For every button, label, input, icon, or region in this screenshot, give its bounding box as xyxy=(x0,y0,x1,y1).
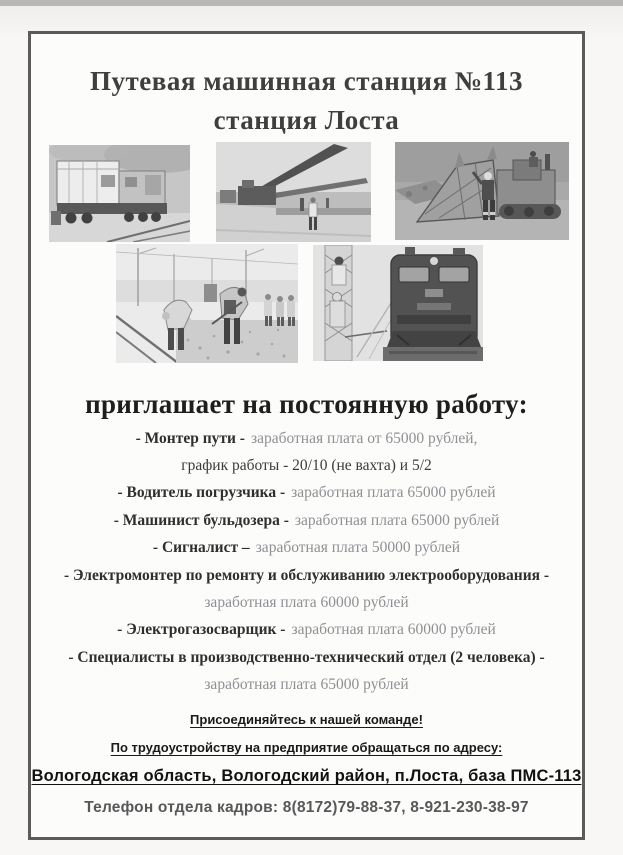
title-line-2: станция Лоста xyxy=(213,105,400,135)
vacancy-salary: заработная плата 60000 рублей xyxy=(291,621,496,639)
photo-track-laying-crane xyxy=(216,142,371,242)
phone-line: Телефон отдела кадров: 8(8172)79-88-37, 8-921-230-38-97 xyxy=(84,799,529,816)
vacancy-salary: заработная плата от 65000 рублей, xyxy=(250,429,478,447)
vacancy-list xyxy=(31,425,582,699)
title-line-1: Путевая машинная станция №113 xyxy=(90,66,523,96)
vacancy-title: - Водитель погрузчика - xyxy=(117,484,286,502)
vacancy-elektrogazosvarshchik xyxy=(31,617,582,644)
vacancy-salary: заработная плата 65000 рублей xyxy=(294,511,500,529)
page-title xyxy=(31,62,582,140)
vacancy-title: - Сигналист – xyxy=(152,539,250,557)
footer-contact-block xyxy=(31,712,582,817)
vacancy-title: - Машинист бульдозера - xyxy=(113,511,289,529)
vacancy-mashinist-buldozera xyxy=(31,507,582,534)
photo-locomotive-inspection xyxy=(313,245,483,361)
vacancy-title: - Электрогазосварщик - xyxy=(117,621,286,639)
headline-invitation: приглашает на постоянную работу: xyxy=(85,389,528,419)
vacancy-schedule-line xyxy=(31,452,582,479)
vacancy-specialisty-salary xyxy=(31,672,582,699)
vacancy-signalist xyxy=(31,535,582,562)
apply-instruction-line: По трудоустройству на предприятие обращаться по адресу: xyxy=(110,740,503,755)
join-team-line: Присоединяйтесь к нашей команде! xyxy=(190,712,423,727)
vacancy-elektromonter xyxy=(31,562,582,589)
schedule-text: график работы - 20/10 (не вахта) и 5/2 xyxy=(181,457,432,475)
flyer-page xyxy=(28,31,585,840)
vacancy-title: - Специалисты в производственно-технический отдел (2 человека) - xyxy=(68,648,545,666)
address-line: Вологодская область, Вологодский район, п.Лоста, база ПМС-113 xyxy=(31,767,582,785)
vacancy-elektromonter-salary xyxy=(31,589,582,616)
vacancy-title: - Электромонтер по ремонту и обслуживанию электрооборудования - xyxy=(63,566,550,584)
vacancy-title: - Монтер пути - xyxy=(135,429,245,447)
vacancy-salary: заработная плата 60000 рублей xyxy=(204,594,409,612)
photo-track-workers xyxy=(116,244,298,363)
photo-bulldozer-crew xyxy=(395,142,569,240)
vacancy-salary: заработная плата 65000 рублей xyxy=(204,676,409,694)
vacancy-voditel-pogruzchika xyxy=(31,480,582,507)
vacancy-salary: заработная плата 65000 рублей xyxy=(291,484,496,502)
vacancy-specialisty xyxy=(31,644,582,671)
vacancy-monter-puti xyxy=(31,425,582,452)
photo-track-machine xyxy=(49,145,190,242)
vacancy-salary: заработная плата 50000 рублей xyxy=(255,539,461,557)
